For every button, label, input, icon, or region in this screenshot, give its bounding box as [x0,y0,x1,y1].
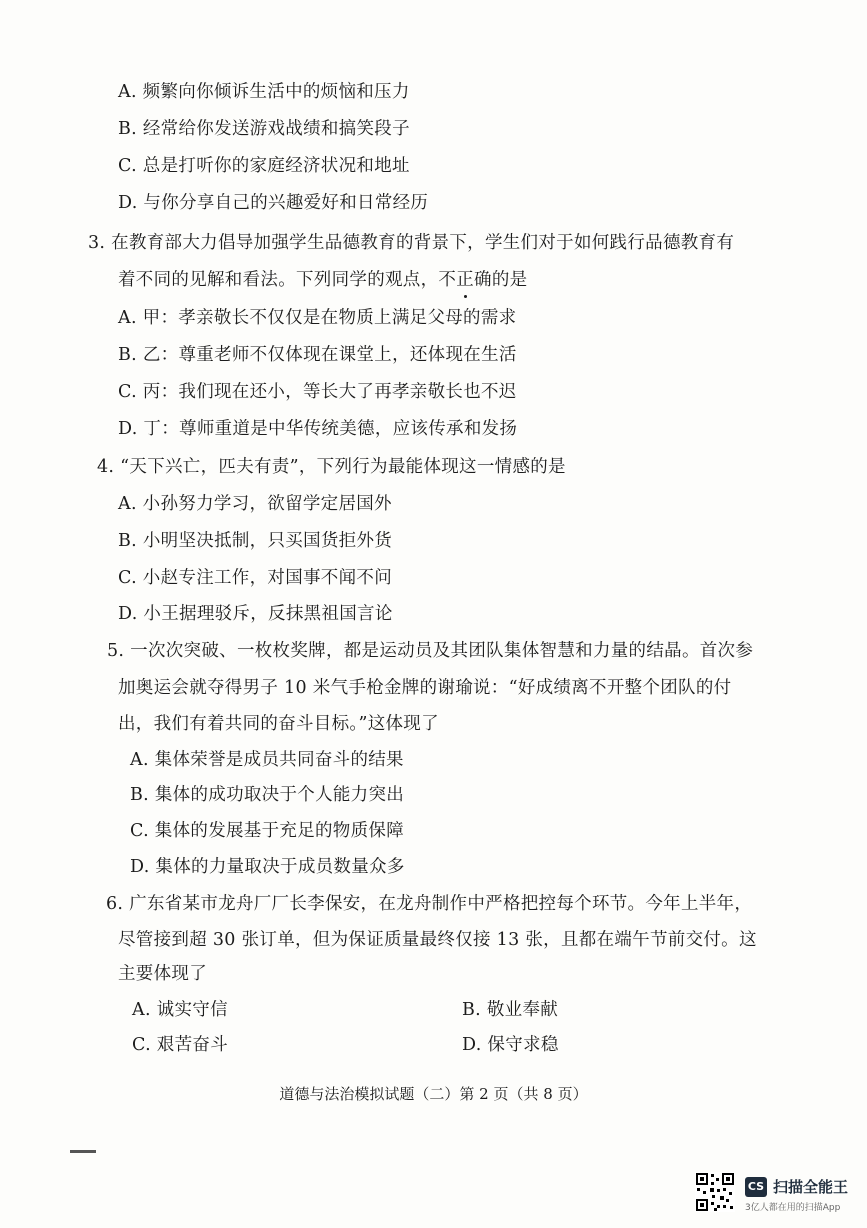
q4-option-b: B. 小明坚决抵制，只买国货拒外货 [118,531,393,551]
q4-stem: 4. “天下兴亡，匹夫有责”，下列行为最能体现这一情感的是 [97,457,566,477]
q2-option-c: C. 总是打听你的家庭经济状况和地址 [118,156,410,176]
qr-code-icon [695,1172,735,1212]
q4-option-a: A. 小孙努力学习，欲留学定居国外 [118,494,392,514]
q6-option-b: B. 敬业奉献 [462,1000,559,1020]
q3-option-b: B. 乙：尊重老师不仅体现在课堂上，还体现在生活 [118,345,517,365]
brand-tagline: 3亿人都在用的扫描App [745,1203,841,1213]
q6-option-c: C. 艰苦奋斗 [132,1035,228,1055]
brand-name: 扫描全能王 [773,1178,849,1196]
q2-option-d: D. 与你分享自己的兴趣爱好和日常经历 [118,193,429,213]
q5-stem-line3: 出，我们有着共同的奋斗目标。”这体现了 [118,714,439,734]
q6-option-d: D. 保守求稳 [462,1035,559,1055]
q6-stem-line2: 尽管接到超 30 张订单，但为保证质量最终仅接 13 张，且都在端午节前交付。这 [118,930,757,950]
q4-option-c: C. 小赵专注工作，对国事不闻不问 [118,568,392,588]
scan-edge-mark [70,1150,96,1153]
q3-emphasis: 不正确 [438,266,491,291]
q5-option-a: A. 集体荣誉是成员共同奋斗的结果 [130,750,404,770]
q5-option-c: C. 集体的发展基于充足的物质保障 [130,821,404,841]
q6-stem-line1: 6. 广东省某市龙舟厂厂长李保安，在龙舟制作中严格把控每个环节。今年上半年， [106,894,753,914]
q3-stem-end: 的是 [491,270,528,290]
q3-stem-text: 着不同的见解和看法。下列同学的观点， [118,270,439,290]
q5-stem-line1: 5. 一次次突破、一枚枚奖牌，都是运动员及其团队集体智慧和力量的结晶。首次参 [107,641,754,661]
page-footer: 道德与法治模拟试题（二）第 2 页（共 8 页） [279,1085,588,1103]
q5-stem-line2: 加奥运会就夺得男子 10 米气手枪金牌的谢瑜说：“好成绩离不开整个团队的付 [118,678,732,698]
q3-option-d: D. 丁：尊师重道是中华传统美德，应该传承和发扬 [118,419,518,439]
q3-option-c: C. 丙：我们现在还小，等长大了再孝亲敬长也不迟 [118,382,517,402]
q6-stem-line3: 主要体现了 [118,964,207,984]
q6-option-a: A. 诚实守信 [132,1000,228,1020]
scanner-brand [745,1176,848,1197]
q3-option-a: A. 甲：孝亲敬长不仅仅是在物质上满足父母的需求 [118,308,517,328]
q2-option-a: A. 频繁向你倾诉生活中的烦恼和压力 [118,82,410,102]
q2-option-b: B. 经常给你发送游戏战绩和搞笑段子 [118,119,410,139]
q5-option-b: B. 集体的成功取决于个人能力突出 [130,785,405,805]
q3-stem-line2 [118,266,527,291]
q4-option-d: D. 小王据理驳斥，反抹黑祖国言论 [118,604,393,624]
q3-stem-line1: 3. 在教育部大力倡导加强学生品德教育的背景下，学生们对于如何践行品德教育有 [88,233,735,253]
q5-option-d: D. 集体的力量取决于成员数量众多 [130,857,405,877]
camscanner-logo-icon: CS [745,1177,767,1197]
